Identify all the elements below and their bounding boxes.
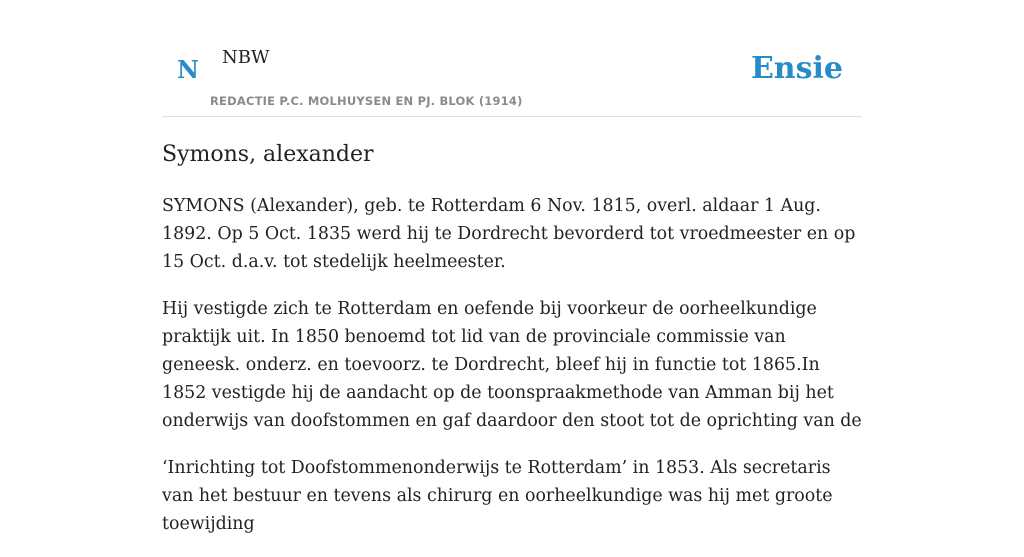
source-logo[interactable]: N	[177, 55, 199, 84]
paragraph: SYMONS (Alexander), geb. te Rotterdam 6 Nov. 1815, overl. aldaar 1 Aug. 1892. Op 5 Oct. 1835 werd hij te Dordrecht bevorderd tot vroedmeester en op 15 Oct. d.a.v. tot stedelijk heelmeester.	[162, 196, 856, 272]
article-title: Symons, alexander	[162, 142, 374, 167]
article-body	[162, 192, 864, 557]
source-subtitle: REDACTIE P.C. MOLHUYSEN EN PJ. BLOK (1914)	[210, 94, 523, 108]
brand-logo[interactable]: Ensie	[750, 51, 843, 86]
source-title[interactable]: NBW	[222, 47, 270, 68]
paragraph: Hij vestigde zich te Rotterdam en oefende bij voorkeur de oorheelkundige praktijk uit. In 1850 benoemd tot lid van de provinciale commissie van geneesk. onderz. en toevoorz. te Dordrecht, bleef hij in functie tot 1865.In 1852 vestigde hij de aandacht op de toonspraakmethode van Amman bij het onderwijs van doofstommen en gaf daardoor den stoot tot de oprichting van de	[162, 299, 862, 431]
header	[162, 0, 862, 117]
paragraph: ‘Inrichting tot Doofstommenonderwijs te Rotterdam’ in 1853. Als secretaris van het bestuur en tevens als chirurg en oorheelkundige was hij met groote toewijding	[162, 458, 833, 534]
